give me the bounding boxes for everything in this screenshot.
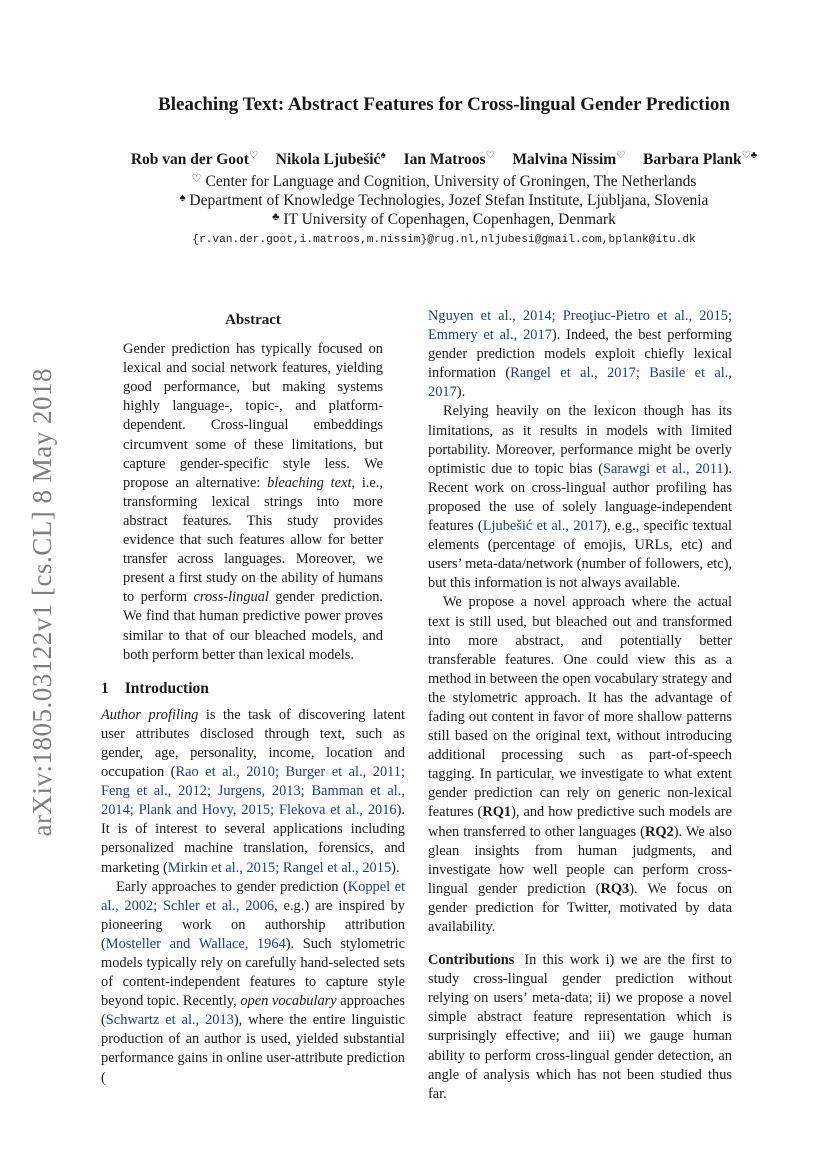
paragraph-text: ). We also glean insights from human judgments, and investigate how well people can perform cross-lingual gender prediction (	[428, 823, 732, 897]
paragraph-text: ). Recent work on cross-lingual author profiling has proposed the use of solely language-independent features (	[428, 460, 732, 535]
abstract-text-segment: Gender prediction has typically focused on lexical and social network features, yielding good performance, but making systems highly language-, topic-, and platform-dependent. Cross-lingual embeddings circumvent some of these limitations, but capture gender-specific style less. We propose an alternative:	[123, 341, 383, 491]
paragraph-text: ).	[391, 859, 400, 876]
citation-link[interactable]: Rangel et al., 2017; Basile et al., 2017	[428, 365, 732, 401]
paragraph-text: is the task of discovering latent user attributes disclosed through text, such as gender, age, personality, income, location and occupation (	[101, 706, 405, 781]
author-affiliation-mark: ♡♣	[741, 150, 758, 161]
left-column	[101, 307, 405, 1088]
author	[131, 151, 258, 168]
author-affiliation-mark: ♡	[485, 150, 495, 161]
paragraph-text: We propose a novel approach where the actual text is still used, but bleached out and transformed into more abstract, and potentially better transferable features. One could view this as a method in between the open vocabulary strategy and the stylometric approach. It has the advantage of fading out content in favor of more shallow patterns still based on the original text, without introducing additional processing such as part-of-speech tagging. In particular, we investigate to what extent gender prediction can rely on generic non-lexical features (	[428, 594, 732, 821]
author-affiliation-mark: ♠	[380, 150, 386, 161]
citation-link[interactable]: Sarawgi et al., 2011	[603, 460, 724, 477]
citation-link[interactable]: Ljubešić et al., 2017	[482, 518, 603, 535]
abstract-text	[123, 340, 383, 665]
arxiv-id-text: arXiv:1805.03122v1 [cs.CL] 8 May 2018	[26, 368, 57, 837]
research-question-label: RQ2	[644, 823, 674, 840]
author	[404, 151, 495, 168]
author-name: Barbara Plank	[643, 151, 742, 169]
intro-paragraph-1	[101, 706, 405, 878]
paragraph-text: ), and how predictive such models are when transferred to other languages (	[428, 804, 732, 840]
citation-link[interactable]: Schwartz et al., 2013	[105, 1012, 234, 1029]
paragraph-text: ). Such stylometric models typically rely on carefully hand-selected sets of content-independent features to capture style beyond topic. Recently,	[101, 935, 405, 1010]
author-name: Rob van der Goot	[130, 151, 249, 169]
paragraph-text: ). It is of interest to several applications including personalized machine translation, forensics, and marketing (	[101, 802, 405, 876]
affiliation-mark: ♡	[191, 173, 202, 185]
affiliation	[60, 211, 828, 229]
research-question-label: RQ1	[482, 804, 512, 821]
intro-paragraph-2	[101, 878, 405, 1088]
paragraph-text: In this work i) we are the first to study cross-lingual gender prediction without relying on users’ meta-data; ii) we propose a novel simple abstract feature representation which is surprisingly effective; and iii) we gauge human ability to perform cross-lingual gender detection, an angle of analysis which has not been studied thus far.	[428, 952, 732, 1102]
paragraph-text: ), where the entire linguistic production of an author is used, yielded substantial performance gains in online user-attribute prediction (	[101, 1012, 405, 1086]
author-emails: {r.van.der.goot,i.matroos,m.nissim}@rug.nl,nljubesi@gmail.com,bplank@itu.dk	[192, 234, 696, 246]
author-affiliation-mark: ♡	[248, 150, 258, 161]
affiliation-text: Department of Knowledge Technologies, Jozef Stefan Institute, Ljubljana, Slovenia	[189, 192, 709, 209]
affiliation	[60, 192, 828, 210]
citation-link[interactable]: Mosteller and Wallace, 1964	[105, 935, 286, 952]
abstract-text-segment: gender prediction. We find that human predictive power proves similar to that of our bleached models, and both perform better than lexical models.	[123, 589, 383, 663]
abstract-text-segment: , i.e., transforming lexical strings into more abstract features. This study provides evidence that such features allow for better transfer across languages. Moreover, we present a first study on the ability of humans to perform	[123, 474, 383, 606]
paragraph-text: , e.g.) are inspired by pioneering work on authorship attribution (	[101, 897, 405, 952]
paragraph-text: ).	[456, 384, 466, 401]
paragraph-text: ). Indeed, the best performing gender prediction models exploit chiefly lexical information (	[428, 327, 733, 382]
section-title: Introduction	[124, 679, 209, 697]
citation-link[interactable]: Rao et al., 2010; Burger et al., 2011; Feng et al., 2012; Jurgens, 2013; Bamman et al., 2014; Plank and Hovy, 2015; Flekova et al., 2016	[101, 764, 405, 819]
research-question-label: RQ3	[600, 880, 630, 897]
paragraph-text: ), e.g., specific textual elements (percentage of emojis, URLs, etc) and users’ meta-data/network (number of followers, etc), but this information is not always available.	[428, 518, 732, 592]
arxiv-stamp	[22, 365, 62, 840]
paper-title: Bleaching Text: Abstract Features for Cross-lingual Gender Prediction	[158, 94, 730, 115]
section-heading-introduction	[101, 679, 405, 698]
abstract-emphasis: cross-lingual	[193, 589, 269, 606]
term-emphasis: open vocabulary	[240, 993, 337, 1010]
author	[276, 151, 386, 168]
contributions-paragraph	[428, 951, 732, 1104]
paragraph-text: Early approaches to gender prediction (	[116, 878, 348, 895]
affiliation-mark: ♠	[179, 192, 186, 204]
citation-link[interactable]: Mirkin et al., 2015; Rangel et al., 2015	[167, 859, 392, 876]
author-name: Malvina Nissim	[512, 151, 617, 169]
paragraph-text: Relying heavily on the lexicon though has its limitations, as it results in models with limited portability. Moreover, performance might be overly optimistic due to topic bias (	[428, 403, 732, 477]
citation-link[interactable]: Koppel et al., 2002; Schler et al., 2006	[101, 878, 405, 914]
intro-paragraph-2-continued	[428, 307, 732, 402]
intro-paragraph-4	[428, 593, 732, 937]
right-column	[428, 307, 732, 1104]
author	[512, 151, 625, 168]
term-emphasis: Author profiling	[101, 706, 199, 723]
abstract-emphasis: bleaching text	[267, 474, 352, 491]
author-name: Nikola Ljubešić	[275, 151, 381, 169]
paragraph-text: ). We focus on gender prediction for Twitter, motivated by data availability.	[428, 880, 732, 935]
author-list	[60, 150, 828, 169]
affiliation-text: IT University of Copenhagen, Copenhagen, Denmark	[283, 211, 616, 228]
section-number: 1	[101, 679, 109, 697]
intro-paragraph-3	[428, 402, 732, 593]
abstract-heading: Abstract	[225, 312, 281, 328]
affiliation-mark: ♣	[272, 211, 280, 223]
paragraph-heading: Contributions	[428, 952, 515, 969]
paragraph-text: approaches (	[101, 993, 405, 1029]
affiliation	[60, 172, 828, 191]
author-name: Ian Matroos	[403, 151, 486, 169]
affiliation-text: Center for Language and Cognition, University of Groningen, The Netherlands	[205, 173, 697, 190]
citation-link[interactable]: Nguyen et al., 2014; Preoţiuc-Pietro et al., 2015; Emmery et al., 2017	[428, 308, 732, 344]
author-affiliation-mark: ♡	[616, 150, 626, 161]
author	[643, 151, 757, 168]
